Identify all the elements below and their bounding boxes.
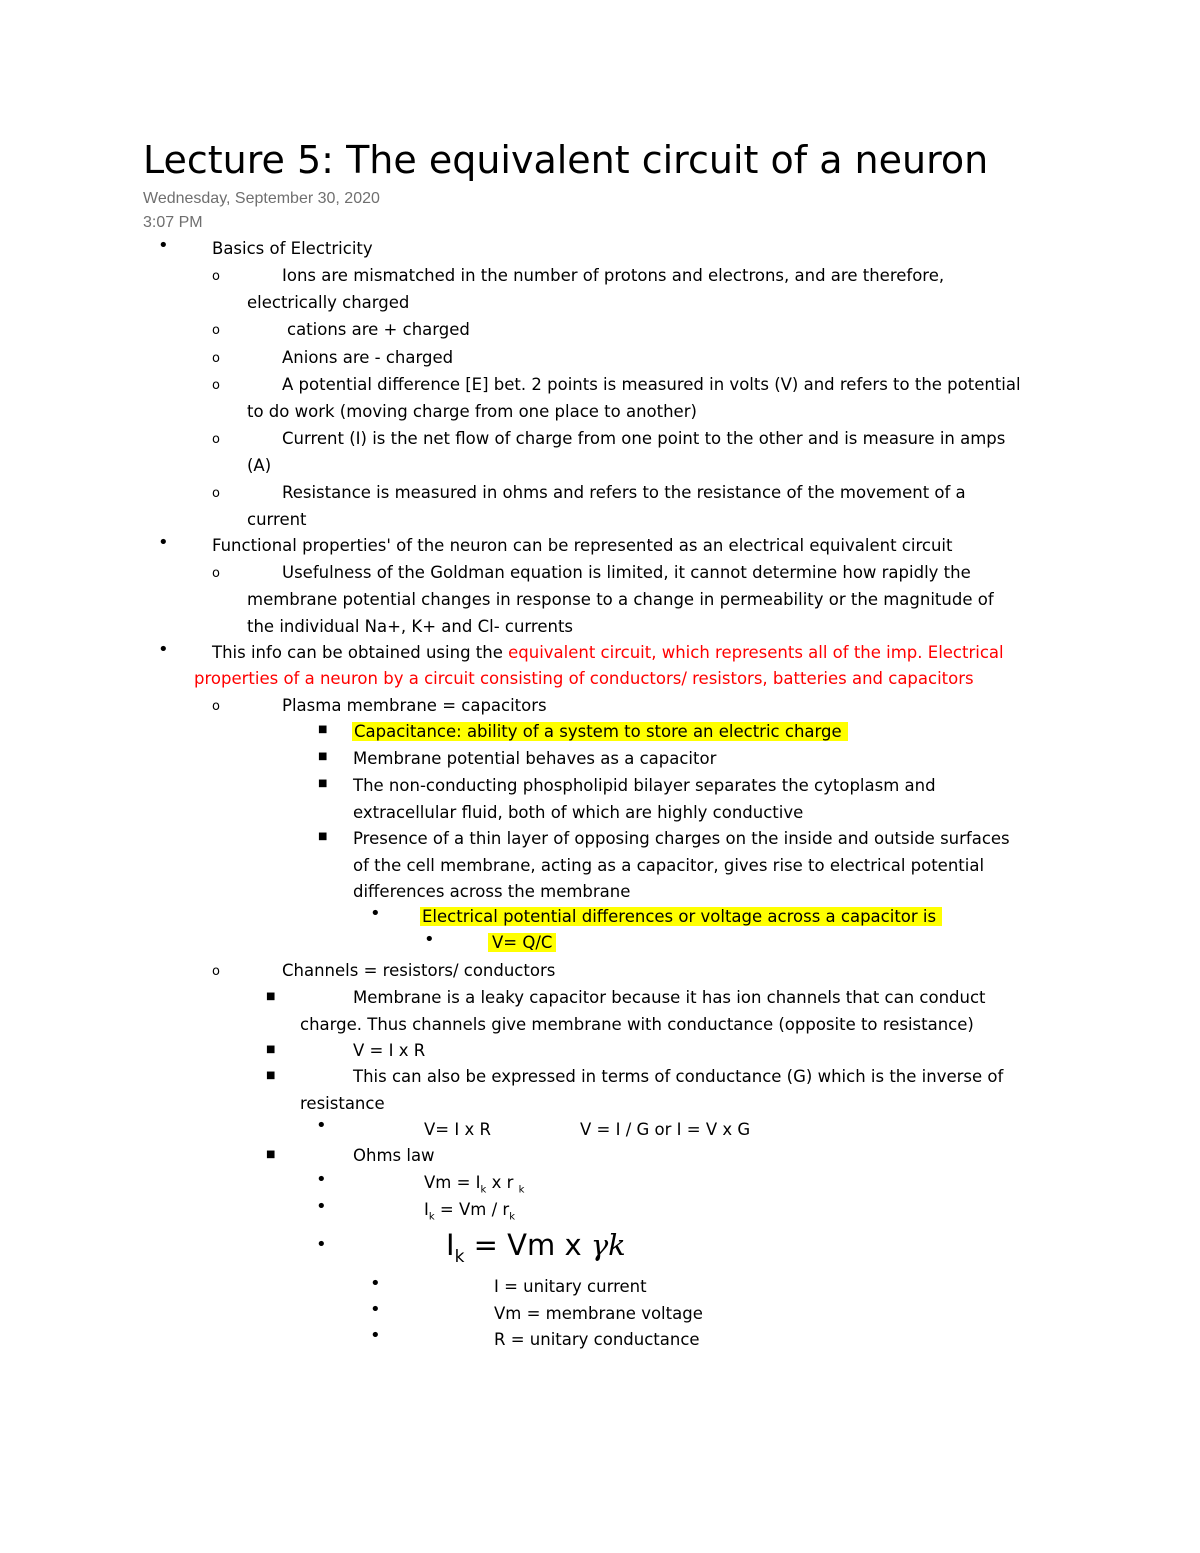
list-item: Basics of Electricity xyxy=(212,239,373,258)
bullet-square-icon: ■ xyxy=(318,831,328,842)
bullet-square-icon: ■ xyxy=(318,751,328,762)
list-item: Resistance is measured in ohms and refers to the resistance of the movement of a xyxy=(282,483,966,502)
list-item-continuation: (A) xyxy=(247,456,272,475)
list-item-continuation: to do work (moving charge from one place to another) xyxy=(247,402,697,421)
list-item xyxy=(352,722,848,742)
bullet-circle-icon: o xyxy=(212,269,220,284)
formula-subscript: k xyxy=(454,1246,465,1267)
bullet-disc-icon: • xyxy=(370,1325,381,1346)
subscript: k xyxy=(509,1211,515,1223)
text-segment: Vm = I xyxy=(424,1173,481,1192)
bullet-disc-icon: • xyxy=(316,1169,327,1190)
list-item xyxy=(424,1200,515,1227)
formula-text: = Vm x xyxy=(464,1228,591,1262)
list-item xyxy=(424,1173,524,1200)
formula-text: I xyxy=(446,1228,455,1262)
list-item: R = unitary conductance xyxy=(494,1330,700,1349)
list-item-continuation: the individual Na+, K+ and Cl- currents xyxy=(247,617,574,636)
bullet-disc-icon: • xyxy=(158,532,169,553)
bullet-circle-icon: o xyxy=(212,351,220,366)
list-item-continuation: differences across the membrane xyxy=(353,882,631,901)
list-item: cations are + charged xyxy=(287,320,470,339)
bullet-square-icon: ■ xyxy=(318,778,328,789)
list-item-continuation: membrane potential changes in response to a change in permeability or the magnitude of xyxy=(247,590,994,609)
bullet-square-icon: ■ xyxy=(266,1149,276,1160)
note-time: 3:07 PM xyxy=(143,214,203,231)
bullet-circle-icon: o xyxy=(212,432,220,447)
bullet-disc-icon: • xyxy=(370,1273,381,1294)
text-segment: = Vm / r xyxy=(434,1200,510,1219)
page-title: Lecture 5: The equivalent circuit of a neuron xyxy=(143,138,989,182)
note-date: Wednesday, September 30, 2020 xyxy=(143,190,380,207)
list-item: Vm = membrane voltage xyxy=(494,1304,703,1323)
highlighted-text: V= Q/C xyxy=(488,933,556,952)
bullet-square-icon: ■ xyxy=(266,991,276,1002)
list-item xyxy=(420,907,942,927)
list-item: Plasma membrane = capacitors xyxy=(282,696,547,715)
bullet-circle-icon: o xyxy=(212,699,220,714)
list-item: This can also be expressed in terms of conductance (G) which is the inverse of xyxy=(353,1067,1004,1086)
list-item-continuation: extracellular fluid, both of which are highly conductive xyxy=(353,803,804,822)
list-item xyxy=(488,933,556,953)
list-item-continuation: resistance xyxy=(300,1094,385,1113)
list-item: Functional properties' of the neuron can be represented as an electrical equivalent circuit xyxy=(212,536,953,555)
bullet-disc-icon: • xyxy=(370,903,381,924)
text-segment: This info can be obtained using the xyxy=(212,643,509,662)
list-item: I = unitary current xyxy=(494,1277,647,1296)
bullet-disc-icon: • xyxy=(158,235,169,256)
list-item: Ohms law xyxy=(353,1146,435,1165)
bullet-circle-icon: o xyxy=(212,486,220,501)
bullet-circle-icon: o xyxy=(212,566,220,581)
list-item: Membrane is a leaky capacitor because it has ion channels that can conduct xyxy=(353,988,986,1007)
list-item: V= I x R xyxy=(424,1120,491,1139)
subscript: k xyxy=(428,1211,435,1223)
subscript: k xyxy=(518,1184,525,1196)
list-item: Presence of a thin layer of opposing charges on the inside and outside surfaces xyxy=(353,829,1010,848)
list-item: Membrane potential behaves as a capacitor xyxy=(353,749,717,768)
bullet-disc-icon: • xyxy=(316,1234,327,1255)
bullet-disc-icon: • xyxy=(424,929,435,950)
highlighted-text: Capacitance: ability of a system to store an electric charge xyxy=(352,722,848,741)
bullet-disc-icon: • xyxy=(370,1299,381,1320)
list-item: Channels = resistors/ conductors xyxy=(282,961,556,980)
red-text-segment: equivalent circuit, which represents all of the imp. Electrical xyxy=(508,643,1004,662)
list-item: V = I / G or I = V x G xyxy=(580,1120,751,1139)
list-item: Usefulness of the Goldman equation is limited, it cannot determine how rapidly the xyxy=(282,563,971,582)
list-item: The non-conducting phospholipid bilayer separates the cytoplasm and xyxy=(353,776,936,795)
ohms-law-formula xyxy=(446,1228,626,1267)
bullet-circle-icon: o xyxy=(212,378,220,393)
bullet-disc-icon: • xyxy=(316,1196,327,1217)
bullet-disc-icon: • xyxy=(316,1115,327,1136)
list-item: V = I x R xyxy=(353,1041,426,1060)
list-item: Ions are mismatched in the number of protons and electrons, and are therefore, xyxy=(282,266,945,285)
list-item-continuation: current xyxy=(247,510,307,529)
text-segment: x r xyxy=(486,1173,519,1192)
list-item-continuation: properties of a neuron by a circuit consisting of conductors/ resistors, batteries and capacitors xyxy=(194,669,974,688)
list-item: Anions are - charged xyxy=(282,348,454,367)
bullet-square-icon: ■ xyxy=(266,1070,276,1081)
list-item-continuation: electrically charged xyxy=(247,293,410,312)
list-item xyxy=(212,643,1004,663)
list-item: Current (I) is the net flow of charge from one point to the other and is measure in amps xyxy=(282,429,1006,448)
text-segment: I xyxy=(424,1200,429,1219)
bullet-circle-icon: o xyxy=(212,323,220,338)
subscript: k xyxy=(480,1184,487,1196)
bullet-square-icon: ■ xyxy=(318,724,328,735)
bullet-disc-icon: • xyxy=(158,639,169,660)
formula-symbol: γk xyxy=(590,1228,626,1262)
bullet-square-icon: ■ xyxy=(266,1044,276,1055)
list-item: A potential difference [E] bet. 2 points is measured in volts (V) and refers to the potential xyxy=(282,375,1021,394)
bullet-circle-icon: o xyxy=(212,964,220,979)
highlighted-text: Electrical potential differences or voltage across a capacitor is xyxy=(420,907,942,926)
list-item-continuation: charge. Thus channels give membrane with conductance (opposite to resistance) xyxy=(300,1015,974,1034)
list-item-continuation: of the cell membrane, acting as a capacitor, gives rise to electrical potential xyxy=(353,856,985,875)
